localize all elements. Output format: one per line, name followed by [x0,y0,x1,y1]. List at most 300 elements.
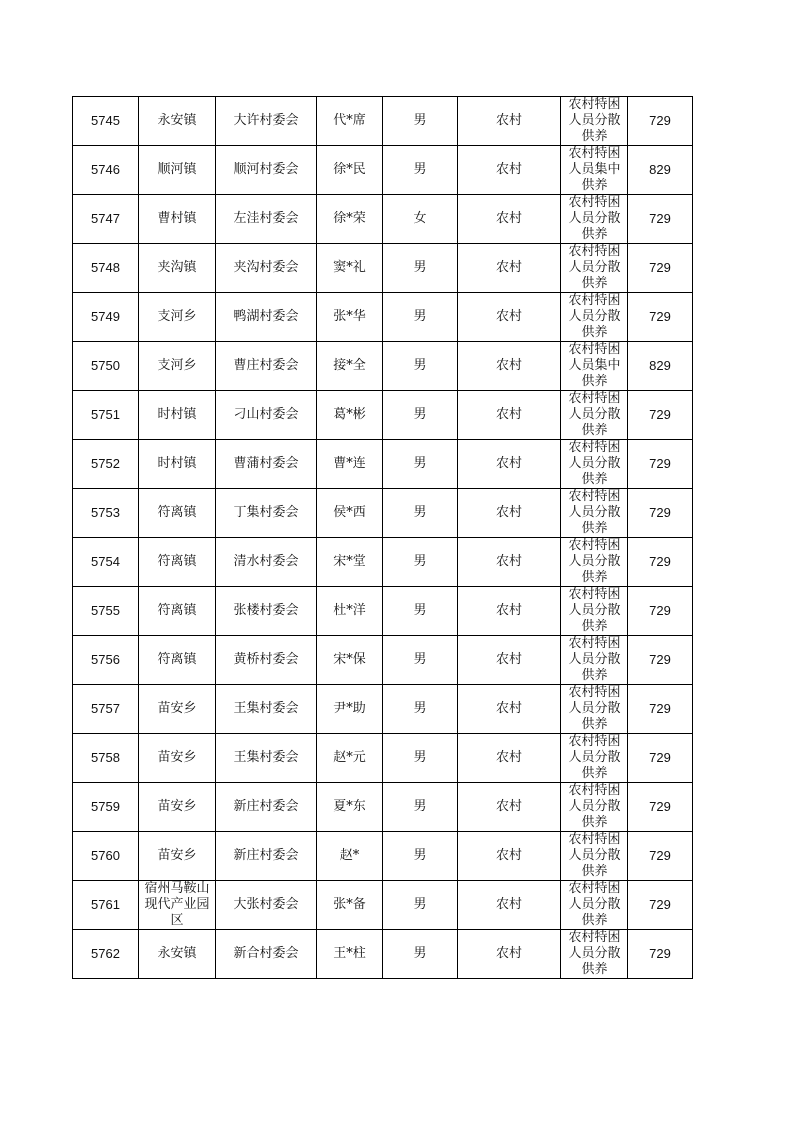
recipient-name-cell [317,146,383,195]
monthly-amount: 729 [649,309,671,324]
gender: 男 [413,554,427,569]
record-number: 5755 [91,603,120,618]
village-committee: 黄桥村委会 [233,652,299,667]
recipient-name-cell [317,195,383,244]
recipient-name: 夏*东 [333,799,366,814]
monthly-amount-cell [628,293,693,342]
gender-cell [383,342,458,391]
township-cell [139,244,216,293]
recipient-name: 宋*保 [333,652,366,667]
recipient-name: 接*全 [333,358,366,373]
record-number: 5748 [91,260,120,275]
record-number-cell [73,734,139,783]
recipient-name-cell [317,97,383,146]
record-number: 5756 [91,652,120,667]
monthly-amount: 829 [649,162,671,177]
table-body [73,97,693,979]
recipient-name-cell [317,685,383,734]
monthly-amount: 729 [649,799,671,814]
monthly-amount-cell [628,685,693,734]
area-type-cell [458,342,561,391]
area-type-cell [458,685,561,734]
record-number-cell [73,587,139,636]
area-type-cell [458,293,561,342]
recipient-name: 徐*荣 [333,211,366,226]
record-number: 5759 [91,799,120,814]
recipient-name: 宋*堂 [333,554,366,569]
record-number: 5762 [91,946,120,961]
township: 夹沟镇 [157,260,197,275]
village-committee: 鸭湖村委会 [233,309,299,324]
monthly-amount: 729 [649,897,671,912]
gender: 男 [413,505,427,520]
township-cell [139,342,216,391]
recipient-name: 尹*助 [333,701,366,716]
monthly-amount-cell [628,881,693,930]
village-committee-cell [216,342,317,391]
gender-cell [383,930,458,979]
area-type-cell [458,587,561,636]
relief-category: 农村特困人员分散供养 [568,636,621,683]
relief-category: 农村特困人员分散供养 [568,97,621,144]
village-committee-cell [216,538,317,587]
table-row [73,440,693,489]
gender-cell [383,587,458,636]
area-type: 农村 [495,603,522,618]
area-type-cell [458,97,561,146]
relief-category-cell [561,489,628,538]
area-type: 农村 [495,897,522,912]
recipient-name-cell [317,293,383,342]
record-number: 5754 [91,554,120,569]
village-committee: 新庄村委会 [233,848,299,863]
township-cell [139,587,216,636]
monthly-amount: 729 [649,750,671,765]
relief-category-cell [561,146,628,195]
village-committee: 顺河村委会 [233,162,299,177]
village-committee: 王集村委会 [233,750,299,765]
gender-cell [383,293,458,342]
township-cell [139,440,216,489]
township: 苗安乡 [157,750,197,765]
township-cell [139,832,216,881]
monthly-amount-cell [628,636,693,685]
monthly-amount: 729 [649,848,671,863]
township-cell [139,881,216,930]
area-type: 农村 [495,260,522,275]
gender: 男 [413,799,427,814]
recipient-name-cell [317,587,383,636]
village-committee: 左洼村委会 [233,211,299,226]
table-row [73,881,693,930]
monthly-amount-cell [628,244,693,293]
recipient-name: 杜*洋 [333,603,366,618]
gender: 男 [413,456,427,471]
gender: 男 [413,113,427,128]
relief-category: 农村特困人员分散供养 [568,734,621,781]
area-type: 农村 [495,505,522,520]
monthly-amount-cell [628,342,693,391]
table-row [73,342,693,391]
relief-category: 农村特困人员分散供养 [568,489,621,536]
record-number-cell [73,881,139,930]
recipient-name: 徐*民 [333,162,366,177]
area-type-cell [458,244,561,293]
township: 支河乡 [157,358,197,373]
relief-category: 农村特困人员集中供养 [568,342,621,389]
area-type-cell [458,636,561,685]
table-row [73,97,693,146]
gender: 男 [413,260,427,275]
gender: 男 [413,407,427,422]
monthly-amount-cell [628,391,693,440]
area-type: 农村 [495,309,522,324]
monthly-amount: 729 [649,113,671,128]
monthly-amount: 729 [649,946,671,961]
area-type: 农村 [495,848,522,863]
recipient-name-cell [317,440,383,489]
record-number-cell [73,440,139,489]
table-row [73,489,693,538]
monthly-amount: 729 [649,407,671,422]
gender: 男 [413,309,427,324]
area-type-cell [458,930,561,979]
gender: 男 [413,701,427,716]
gender: 男 [413,162,427,177]
gender-cell [383,783,458,832]
relief-category: 农村特困人员集中供养 [568,146,621,193]
village-committee: 曹蒲村委会 [233,456,299,471]
township: 宿州马鞍山现代产业园区 [144,881,210,928]
area-type: 农村 [495,799,522,814]
relief-category: 农村特困人员分散供养 [568,538,621,585]
area-type: 农村 [495,652,522,667]
gender-cell [383,391,458,440]
relief-category-cell [561,881,628,930]
recipient-name-cell [317,636,383,685]
monthly-amount: 829 [649,358,671,373]
gender: 男 [413,750,427,765]
area-type-cell [458,734,561,783]
township-cell [139,783,216,832]
record-number-cell [73,636,139,685]
gender: 男 [413,652,427,667]
area-type: 农村 [495,701,522,716]
recipient-name: 代*席 [333,113,366,128]
area-type: 农村 [495,113,522,128]
monthly-amount: 729 [649,456,671,471]
recipient-name-cell [317,734,383,783]
gender-cell [383,195,458,244]
gender-cell [383,832,458,881]
township-cell [139,538,216,587]
recipient-name-cell [317,538,383,587]
recipient-name: 张*华 [333,309,366,324]
township: 支河乡 [157,309,197,324]
monthly-amount: 729 [649,701,671,716]
record-number: 5753 [91,505,120,520]
record-number-cell [73,930,139,979]
recipient-name-cell [317,832,383,881]
township: 符离镇 [157,505,197,520]
gender: 男 [413,603,427,618]
monthly-amount-cell [628,587,693,636]
gender-cell [383,146,458,195]
record-number-cell [73,342,139,391]
village-committee: 大许村委会 [233,113,299,128]
area-type-cell [458,489,561,538]
recipient-name: 王*柱 [333,946,366,961]
township-cell [139,930,216,979]
relief-category-cell [561,685,628,734]
relief-category-cell [561,293,628,342]
recipient-name-cell [317,881,383,930]
relief-category-cell [561,391,628,440]
village-committee: 新庄村委会 [233,799,299,814]
record-number: 5749 [91,309,120,324]
township-cell [139,734,216,783]
relief-recipient-table [72,96,693,979]
area-type-cell [458,832,561,881]
relief-category-cell [561,587,628,636]
township-cell [139,293,216,342]
relief-category-cell [561,342,628,391]
village-committee-cell [216,195,317,244]
village-committee-cell [216,146,317,195]
gender: 女 [413,211,427,226]
gender: 男 [413,848,427,863]
table-row [73,685,693,734]
gender-cell [383,244,458,293]
relief-category-cell [561,440,628,489]
record-number: 5747 [91,211,120,226]
record-number: 5746 [91,162,120,177]
area-type-cell [458,538,561,587]
record-number-cell [73,97,139,146]
relief-category: 农村特困人员分散供养 [568,587,621,634]
table-row [73,587,693,636]
recipient-name: 张*备 [333,897,366,912]
gender-cell [383,97,458,146]
area-type: 农村 [495,554,522,569]
township-cell [139,195,216,244]
monthly-amount: 729 [649,211,671,226]
village-committee: 新合村委会 [233,946,299,961]
gender: 男 [413,897,427,912]
record-number-cell [73,538,139,587]
record-number-cell [73,685,139,734]
relief-category: 农村特困人员分散供养 [568,783,621,830]
record-number-cell [73,146,139,195]
monthly-amount: 729 [649,505,671,520]
village-committee-cell [216,930,317,979]
gender-cell [383,440,458,489]
monthly-amount: 729 [649,554,671,569]
village-committee: 刁山村委会 [233,407,299,422]
record-number-cell [73,244,139,293]
area-type: 农村 [495,358,522,373]
village-committee-cell [216,97,317,146]
monthly-amount: 729 [649,260,671,275]
area-type-cell [458,391,561,440]
table-row [73,734,693,783]
township: 符离镇 [157,603,197,618]
table-row [73,195,693,244]
recipient-name: 赵*元 [333,750,366,765]
monthly-amount-cell [628,783,693,832]
table-row [73,930,693,979]
relief-category-cell [561,930,628,979]
township: 符离镇 [157,554,197,569]
township: 苗安乡 [157,848,197,863]
relief-category-cell [561,97,628,146]
area-type: 农村 [495,407,522,422]
village-committee: 夹沟村委会 [233,260,299,275]
table-row [73,244,693,293]
table-row [73,783,693,832]
monthly-amount-cell [628,440,693,489]
village-committee: 大张村委会 [233,897,299,912]
record-number: 5761 [91,897,120,912]
village-committee: 曹庄村委会 [233,358,299,373]
township: 苗安乡 [157,701,197,716]
table-row [73,146,693,195]
relief-category: 农村特困人员分散供养 [568,244,621,291]
village-committee-cell [216,832,317,881]
monthly-amount-cell [628,195,693,244]
monthly-amount-cell [628,538,693,587]
gender-cell [383,685,458,734]
record-number: 5757 [91,701,120,716]
recipient-name: 窦*礼 [333,260,366,275]
table-row [73,391,693,440]
record-number-cell [73,832,139,881]
gender: 男 [413,358,427,373]
village-committee-cell [216,293,317,342]
village-committee: 张楼村委会 [233,603,299,618]
record-number-cell [73,391,139,440]
relief-category-cell [561,734,628,783]
table-row [73,832,693,881]
relief-category-cell [561,538,628,587]
record-number: 5745 [91,113,120,128]
relief-category: 农村特困人员分散供养 [568,685,621,732]
relief-category: 农村特困人员分散供养 [568,293,621,340]
relief-category: 农村特困人员分散供养 [568,195,621,242]
township-cell [139,489,216,538]
relief-category: 农村特困人员分散供养 [568,440,621,487]
record-number: 5758 [91,750,120,765]
record-number-cell [73,489,139,538]
gender-cell [383,538,458,587]
village-committee-cell [216,636,317,685]
village-committee-cell [216,244,317,293]
table-row [73,293,693,342]
relief-category-cell [561,244,628,293]
township-cell [139,146,216,195]
recipient-name-cell [317,930,383,979]
recipient-name-cell [317,783,383,832]
relief-category: 农村特困人员分散供养 [568,391,621,438]
recipient-name-cell [317,391,383,440]
record-number: 5752 [91,456,120,471]
recipient-name-cell [317,489,383,538]
village-committee-cell [216,734,317,783]
relief-category: 农村特困人员分散供养 [568,881,621,928]
recipient-name-cell [317,342,383,391]
township: 顺河镇 [157,162,197,177]
area-type-cell [458,881,561,930]
gender-cell [383,734,458,783]
township: 时村镇 [157,407,197,422]
township: 曹村镇 [157,211,197,226]
recipient-name-cell [317,244,383,293]
area-type: 农村 [495,750,522,765]
record-number: 5760 [91,848,120,863]
village-committee-cell [216,881,317,930]
monthly-amount: 729 [649,603,671,618]
area-type: 农村 [495,162,522,177]
monthly-amount-cell [628,146,693,195]
relief-category-cell [561,832,628,881]
record-number: 5751 [91,407,120,422]
monthly-amount: 729 [649,652,671,667]
township-cell [139,391,216,440]
record-number: 5750 [91,358,120,373]
gender: 男 [413,946,427,961]
recipient-name: 葛*彬 [333,407,366,422]
relief-category: 农村特困人员分散供养 [568,832,621,879]
monthly-amount-cell [628,832,693,881]
township: 苗安乡 [157,799,197,814]
township: 永安镇 [157,946,197,961]
village-committee-cell [216,489,317,538]
township: 永安镇 [157,113,197,128]
recipient-name: 曹*连 [333,456,366,471]
village-committee-cell [216,783,317,832]
record-number-cell [73,293,139,342]
table-row [73,636,693,685]
township-cell [139,97,216,146]
area-type: 农村 [495,456,522,471]
monthly-amount-cell [628,930,693,979]
gender-cell [383,636,458,685]
village-committee: 清水村委会 [233,554,299,569]
monthly-amount-cell [628,489,693,538]
table-row [73,538,693,587]
record-number-cell [73,195,139,244]
township-cell [139,636,216,685]
relief-category: 农村特困人员分散供养 [568,930,621,977]
area-type-cell [458,783,561,832]
village-committee-cell [216,391,317,440]
township: 时村镇 [157,456,197,471]
area-type-cell [458,195,561,244]
recipient-name: 赵* [339,848,360,863]
relief-category-cell [561,195,628,244]
township-cell [139,685,216,734]
gender-cell [383,881,458,930]
township: 符离镇 [157,652,197,667]
gender-cell [383,489,458,538]
village-committee-cell [216,685,317,734]
village-committee-cell [216,440,317,489]
monthly-amount-cell [628,97,693,146]
area-type: 农村 [495,946,522,961]
relief-category-cell [561,636,628,685]
village-committee: 王集村委会 [233,701,299,716]
record-number-cell [73,783,139,832]
